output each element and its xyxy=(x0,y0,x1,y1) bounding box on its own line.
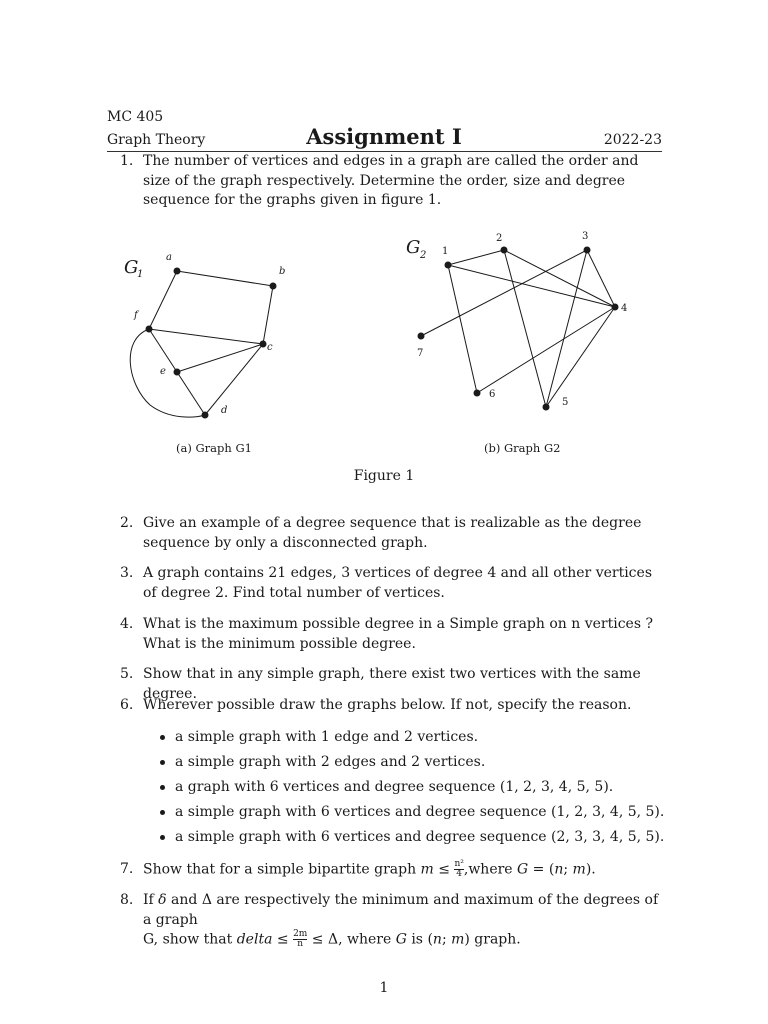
g2-title-subscript: 2 xyxy=(420,250,427,261)
g1-vertex-d xyxy=(202,412,209,419)
g2-label-1: 1 xyxy=(442,246,449,257)
caption-g1: (a) Graph G1 xyxy=(176,441,252,455)
figure-caption: Figure 1 xyxy=(353,468,415,484)
g2-label-5: 5 xyxy=(562,397,569,408)
list-item-text: a simple graph with 6 vertices and degree sequence (1, 2, 3, 4, 5, 5). xyxy=(175,804,665,820)
g2-vertices xyxy=(418,247,619,411)
g2-label-4: 4 xyxy=(621,303,628,314)
g1-label-c: c xyxy=(267,342,273,353)
question-number: 4. xyxy=(120,616,134,632)
question-text: What is the maximum possible degree in a Simple graph on n vertices ? What is the minimum possible degree. xyxy=(143,616,653,652)
question-number: 8. xyxy=(120,892,134,908)
question-4 xyxy=(120,615,665,654)
g1-vertex-e xyxy=(174,369,181,376)
fraction: $\frac{\text{n²}}{4}$ xyxy=(454,859,464,879)
g2-label-6: 6 xyxy=(489,389,496,400)
g1-label-b: b xyxy=(279,266,286,277)
g1-title-subscript: 1 xyxy=(137,269,144,280)
question-3 xyxy=(120,564,665,603)
g2-vertex-6 xyxy=(474,390,481,397)
list-item xyxy=(160,828,665,853)
g2-vertex-3 xyxy=(584,247,591,254)
question-number: 3. xyxy=(120,565,134,581)
g2-vertex-5 xyxy=(543,404,550,411)
g2-label-3: 3 xyxy=(582,231,589,242)
g2-vertex-4 xyxy=(612,304,619,311)
question-text: Show that in any simple graph, there exist two vertices with the same degree. xyxy=(143,666,641,702)
question-8 xyxy=(120,891,665,950)
question-6 xyxy=(120,696,665,716)
g1-label-e: e xyxy=(160,366,166,377)
question-6-list xyxy=(160,728,665,853)
graph-g1 xyxy=(110,240,320,430)
list-item xyxy=(160,803,665,828)
question-number: 6. xyxy=(120,697,134,713)
bullet-icon xyxy=(160,735,165,740)
list-item-text: a simple graph with 1 edge and 2 vertices. xyxy=(175,729,479,745)
fraction: $\frac{2m}{n}$ xyxy=(293,929,308,949)
question-number: 5. xyxy=(120,666,134,682)
g1-vertex-f xyxy=(146,326,153,333)
g1-vertex-b xyxy=(270,283,277,290)
question-7 xyxy=(120,860,665,880)
question-text: If δ and Δ are respectively the minimum and maximum of the degrees of a graph G, show that delta ≤ $\frac{2m}{n}$ ≤ Δ, where G is (n; m) graph. xyxy=(143,892,659,949)
list-item xyxy=(160,778,660,803)
question-number: 7. xyxy=(120,861,134,877)
list-item-text: a simple graph with 2 edges and 2 vertices. xyxy=(175,754,486,770)
question-1 xyxy=(120,152,665,211)
list-item-text: a simple graph with 6 vertices and degree sequence (2, 3, 3, 4, 5, 5). xyxy=(175,829,665,845)
bullet-icon xyxy=(160,785,165,790)
g1-title: G xyxy=(124,257,139,278)
question-text: Wherever possible draw the graphs below. If not, specify the reason. xyxy=(143,697,632,713)
g2-edges xyxy=(421,250,615,407)
question-text: The number of vertices and edges in a graph are called the order and size of the graph respectively. Determine the order, size and degree sequence for the graphs given in figure 1. xyxy=(143,153,639,208)
caption-g2: (b) Graph G2 xyxy=(484,441,561,455)
academic-year: 2022-23 xyxy=(603,132,662,148)
question-number: 1. xyxy=(120,153,134,169)
g2-title: G xyxy=(406,237,421,258)
course-code: MC 405 xyxy=(107,109,164,125)
bullet-icon xyxy=(160,760,165,765)
g1-vertex-c xyxy=(260,341,267,348)
course-name: Graph Theory xyxy=(107,132,206,148)
bullet-icon xyxy=(160,810,165,815)
question-2 xyxy=(120,514,665,553)
question-text: Show that for a simple bipartite graph m ≤ $\frac{\text{n²}}{4}$ ,where G = (n; m). xyxy=(143,859,596,879)
list-item xyxy=(160,728,660,753)
list-item-text: a graph with 6 vertices and degree sequence (1, 2, 3, 4, 5, 5). xyxy=(175,779,614,795)
g2-vertex-2 xyxy=(501,247,508,254)
g1-vertex-a xyxy=(174,268,181,275)
g1-edges xyxy=(130,271,273,417)
assignment-title: Assignment I xyxy=(306,124,462,149)
g2-label-7: 7 xyxy=(417,348,424,359)
g1-label-f: f xyxy=(134,310,138,321)
g2-label-2: 2 xyxy=(496,233,503,244)
question-text: A graph contains 21 edges, 3 vertices of degree 4 and all other vertices of degree 2. Find total number of vertices. xyxy=(143,565,652,601)
graph-g2 xyxy=(400,225,640,420)
g1-label-d: d xyxy=(221,405,228,416)
bullet-icon xyxy=(160,835,165,840)
g2-vertex-7 xyxy=(418,333,425,340)
page-number: 1 xyxy=(379,980,389,996)
g2-vertex-1 xyxy=(445,262,452,269)
question-number: 2. xyxy=(120,515,134,531)
g1-label-a: a xyxy=(166,252,172,263)
question-text: Give an example of a degree sequence that is realizable as the degree sequence by only a disconnected graph. xyxy=(143,515,642,551)
list-item xyxy=(160,753,660,778)
